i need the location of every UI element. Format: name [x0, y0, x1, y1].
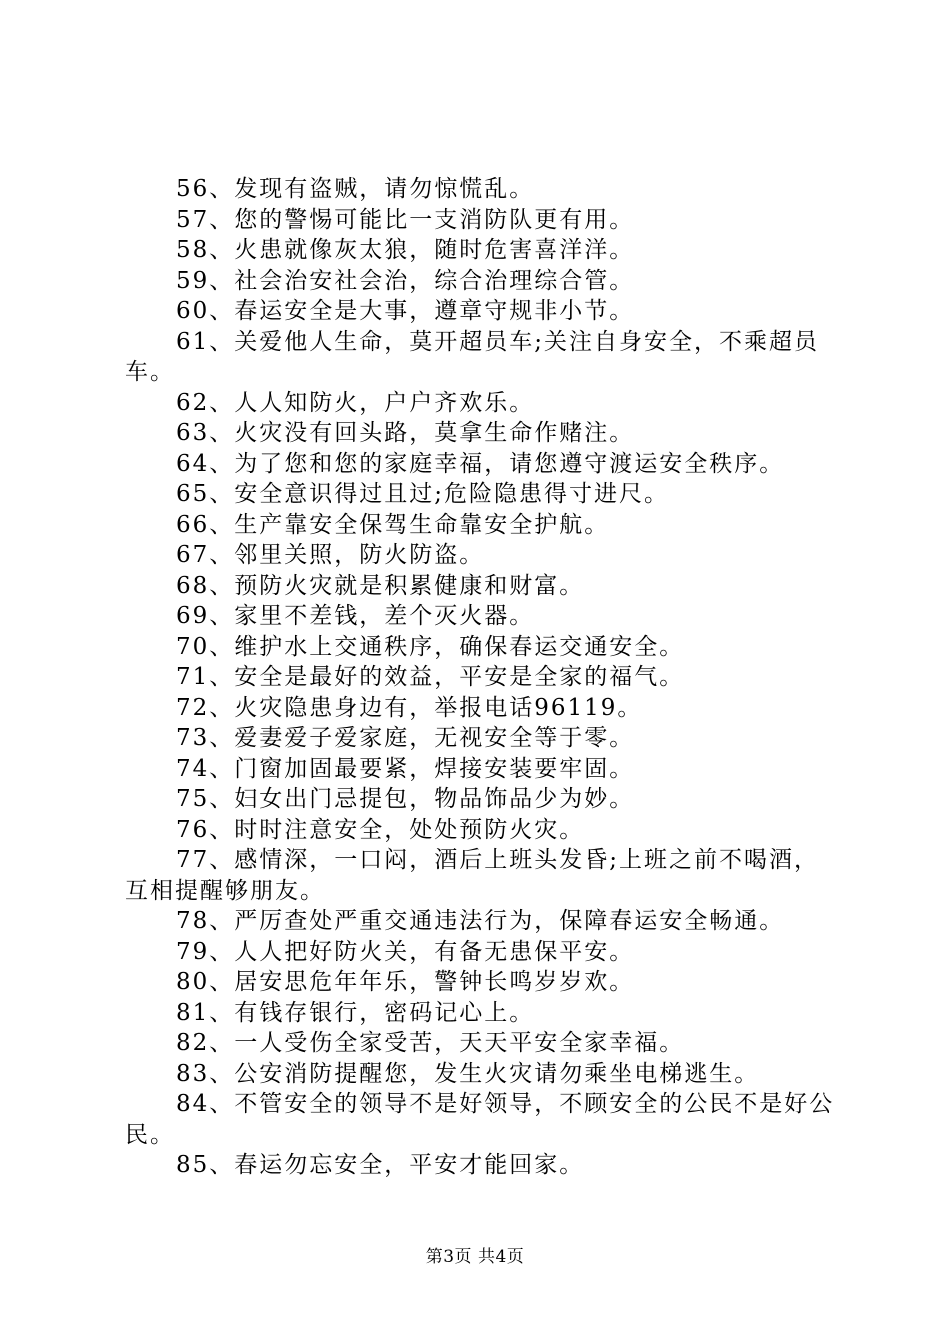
list-item: 57、您的警惕可能比一支消防队更有用。	[176, 206, 635, 233]
list-item: 56、发现有盗贼，请勿惊慌乱。	[176, 176, 535, 202]
list-item: 68、预防火灾就是积累健康和财富。	[176, 572, 585, 599]
list-item: 70、维护水上交通秩序，确保春运交通安全。	[176, 633, 685, 660]
list-item: 63、火灾没有回头路，莫拿生命作赌注。	[176, 420, 635, 446]
list-item: 81、有钱存银行，密码记心上。	[176, 999, 535, 1026]
list-item: 61、关爱他人生命，莫开超员车;关注自身安全，不乘超员车。	[125, 328, 820, 385]
list-item: 67、邻里关照，防火防盗。	[176, 542, 485, 568]
list-item: 58、火患就像灰太狼，随时危害喜洋洋。	[176, 237, 635, 263]
list-item: 60、春运安全是大事，遵章守规非小节。	[176, 298, 635, 324]
list-item: 66、生产靠安全保驾生命靠安全护航。	[176, 511, 610, 538]
list-item: 76、时时注意安全，处处预防火灾。	[176, 816, 585, 843]
list-item: 79、人人把好防火关，有备无患保平安。	[176, 938, 635, 965]
list-item: 64、为了您和您的家庭幸福，请您遵守渡运安全秩序。	[176, 450, 785, 477]
list-item: 72、火灾隐患身边有，举报电话96119。	[176, 694, 643, 721]
list-item: 59、社会治安社会治，综合治理综合管。	[176, 267, 635, 294]
list-item: 78、严厉查处严重交通违法行为，保障春运安全畅通。	[176, 908, 785, 934]
list-item: 84、不管安全的领导不是好领导，不顾安全的公民不是好公民。	[125, 1091, 835, 1148]
list-item: 75、妇女出门忌提包，物品饰品少为妙。	[176, 786, 635, 812]
list-item: 85、春运勿忘安全，平安才能回家。	[176, 1152, 585, 1178]
list-item: 77、感情深，一口闷，酒后上班头发昏;上班之前不喝酒，互相提醒够朋友。	[125, 847, 820, 904]
document-body	[125, 174, 837, 1181]
list-item: 71、安全是最好的效益，平安是全家的福气。	[176, 664, 685, 690]
list-item: 69、家里不差钱，差个灭火器。	[176, 603, 535, 629]
list-item: 82、一人受伤全家受苦，天天平安全家幸福。	[176, 1030, 685, 1056]
list-item: 73、爱妻爱子爱家庭，无视安全等于零。	[176, 725, 635, 751]
list-item: 80、居安思危年年乐，警钟长鸣岁岁欢。	[176, 969, 635, 995]
list-item: 62、人人知防火，户户齐欢乐。	[176, 389, 535, 416]
list-item: 74、门窗加固最要紧，焊接安装要牢固。	[176, 755, 635, 782]
list-item: 65、安全意识得过且过;危险隐患得寸进尺。	[176, 481, 670, 507]
page-number-footer: 第3页 共4页	[425, 1247, 525, 1267]
list-item: 83、公安消防提醒您，发生火灾请勿乘坐电梯逃生。	[176, 1060, 760, 1087]
